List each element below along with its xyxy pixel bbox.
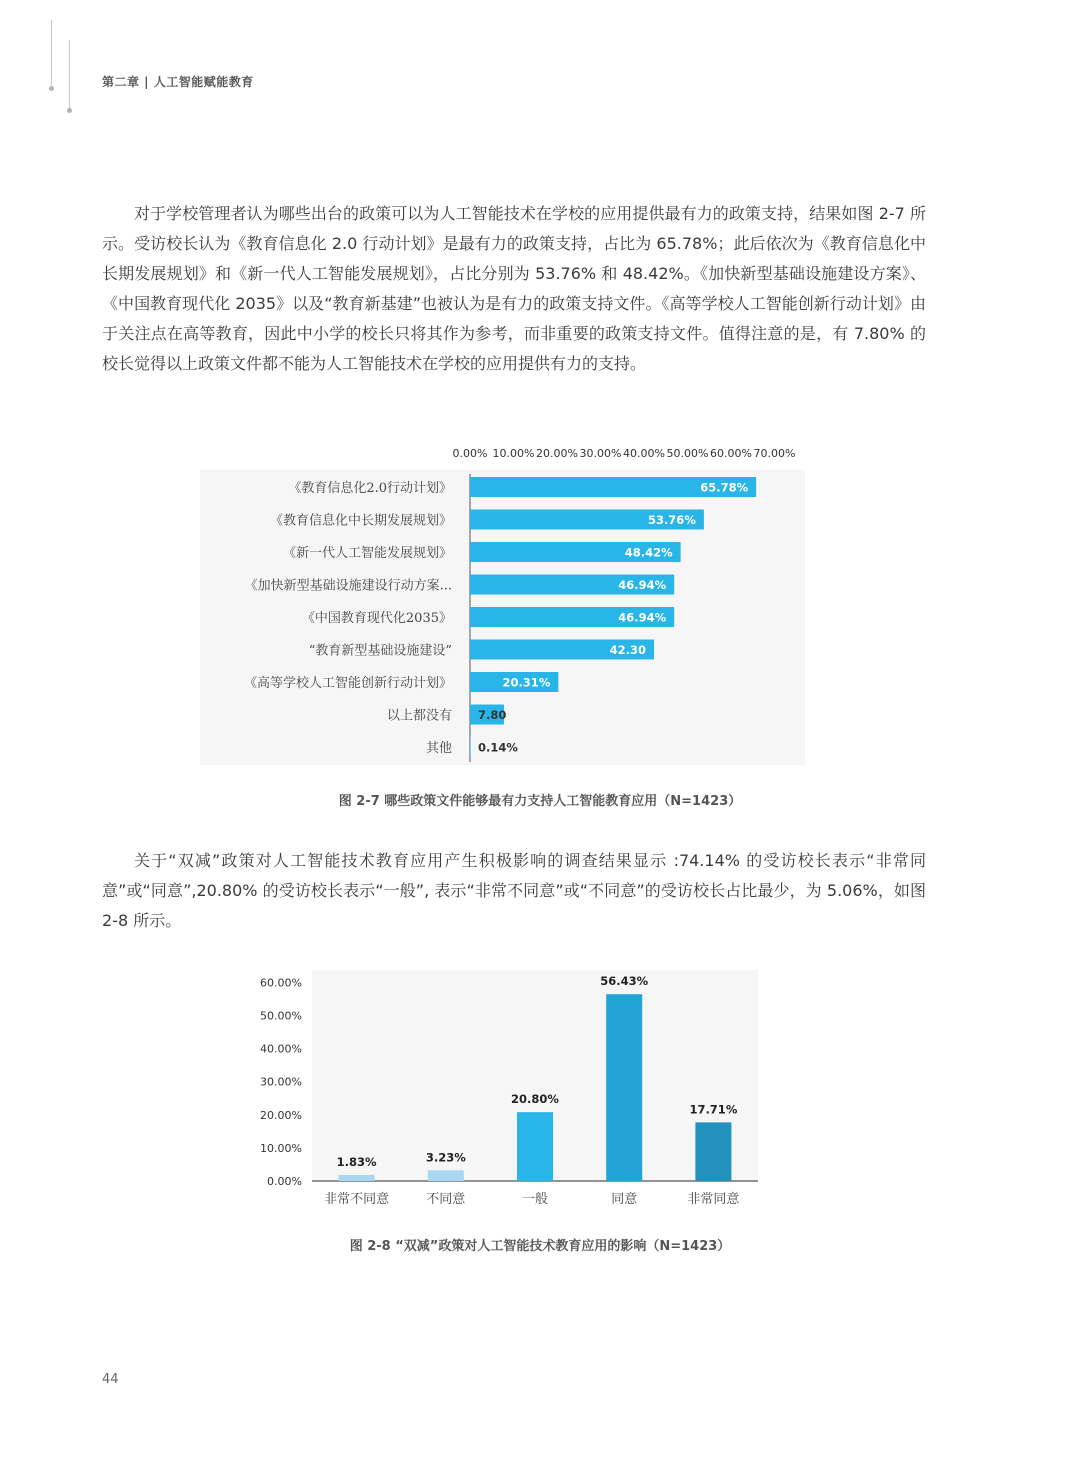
bar [470, 737, 471, 757]
double-reduction-bar-chart [250, 965, 770, 1215]
paragraph-double-reduction: 关于“双减”政策对人工智能技术教育应用产生积极影响的调查结果显示 :74.14% 的受访校长表示“非常同意”或“同意”,20.80% 的受访校长表示“一般”, 表示“非常不同意”或“不同意”的受访校长占比最少，为 5.06%，如图 2-8 所示。 [102, 851, 926, 930]
data-label: 20.80% [511, 1092, 559, 1107]
y-tick-label: 10.00% [260, 1141, 302, 1155]
figure-caption-2-7: 图 2-7 哪些政策文件能够最有力支持人工智能教育应用（N=1423） [338, 794, 742, 809]
category-label: 其他 [425, 741, 452, 756]
decorative-dot-left [49, 86, 54, 91]
bar [339, 1175, 375, 1181]
x-tick-label: 50.00% [666, 447, 709, 460]
x-tick-label: 20.00% [536, 447, 578, 460]
decorative-dot-right [67, 108, 72, 113]
category-label: 以上都没有 [386, 708, 452, 724]
data-label: 46.94% [618, 578, 667, 592]
page-number: 44 [102, 1372, 119, 1387]
category-label: “教育新型基础设施建设” [308, 643, 452, 659]
y-tick-label: 20.00% [260, 1108, 302, 1122]
bar [517, 1112, 553, 1181]
x-tick-label: 30.00% [579, 447, 622, 460]
category-label: 同意 [611, 1192, 638, 1207]
category-label: 《中国教育现代化2035》 [301, 611, 452, 626]
policy-support-bar-chart [200, 438, 820, 768]
bar [428, 1170, 464, 1181]
category-label: 一般 [521, 1192, 549, 1207]
bar [695, 1122, 731, 1181]
category-label: 《教育信息化2.0行动计划》 [288, 481, 452, 496]
category-label: 《加快新型基础设施建设行动方案... [244, 578, 452, 594]
bar [606, 994, 642, 1181]
data-label: 53.76% [647, 513, 696, 527]
running-header: 第二章 | 人工智能赋能教育 [102, 75, 254, 89]
y-tick-label: 60.00% [260, 976, 302, 990]
figure-caption-2-8: 图 2-8 “双减”政策对人工智能技术教育应用的影响（N=1423） [349, 1239, 731, 1254]
category-label: 《高等学校人工智能创新行动计划》 [243, 676, 452, 691]
data-label: 46.94% [618, 610, 667, 625]
category-label: 非常同意 [687, 1192, 740, 1207]
category-label: 非常不同意 [324, 1192, 390, 1207]
y-tick-label: 50.00% [260, 1009, 302, 1023]
category-label: 不同意 [426, 1192, 466, 1207]
data-label: 7.80 [478, 708, 507, 722]
x-tick-label: 70.00% [753, 447, 796, 460]
y-tick-label: 0.00% [267, 1175, 302, 1188]
data-label: 56.43% [600, 974, 649, 989]
paragraph-policy-support: 对于学校管理者认为哪些出台的政策可以为人工智能技术在学校的应用提供最有力的政策支持，结果如图 2-7 所示。受访校长认为《教育信息化 2.0 行动计划》是最有力的政策支持，占比为 65.78%；此后依次为《教育信息化中长期发展规划》和《新一代人工智能发展规划》，占比分别为 53.76% 和 48.42%。《加快新型基础设施建设方案》、《中国教育现代化 2035》以及“教育新基建”也被认为是有力的政策支持文件。《高等学校人工智能创新行动计划》由于关注点在高等教育，因此中小学的校长只将其作为参考，而非重要的政策支持文件。值得注意的是，有 7.80% 的校长觉得以上政策文件都不能为人工智能技术在学校的应用提供有力的支持。 [102, 204, 926, 373]
data-label: 20.31% [502, 675, 551, 690]
data-label: 48.42% [624, 545, 673, 560]
decorative-line-right [69, 40, 70, 110]
data-label: 3.23% [425, 1150, 466, 1165]
data-label: 17.71% [689, 1102, 738, 1117]
data-label: 42.30 [609, 643, 647, 657]
data-label: 1.83% [336, 1154, 377, 1169]
category-label: 《新一代人工智能发展规划》 [282, 546, 452, 561]
data-label: 0.14% [478, 740, 518, 755]
x-tick-label: 40.00% [623, 447, 665, 460]
x-tick-label: 10.00% [492, 447, 535, 460]
x-tick-label: 60.00% [710, 447, 752, 460]
x-tick-label: 0.00% [452, 447, 488, 460]
data-label: 65.78% [700, 480, 749, 495]
category-label: 《教育信息化中长期发展规划》 [269, 513, 452, 529]
y-tick-label: 30.00% [260, 1075, 302, 1089]
decorative-line-left [51, 20, 52, 88]
y-tick-label: 40.00% [260, 1042, 302, 1056]
